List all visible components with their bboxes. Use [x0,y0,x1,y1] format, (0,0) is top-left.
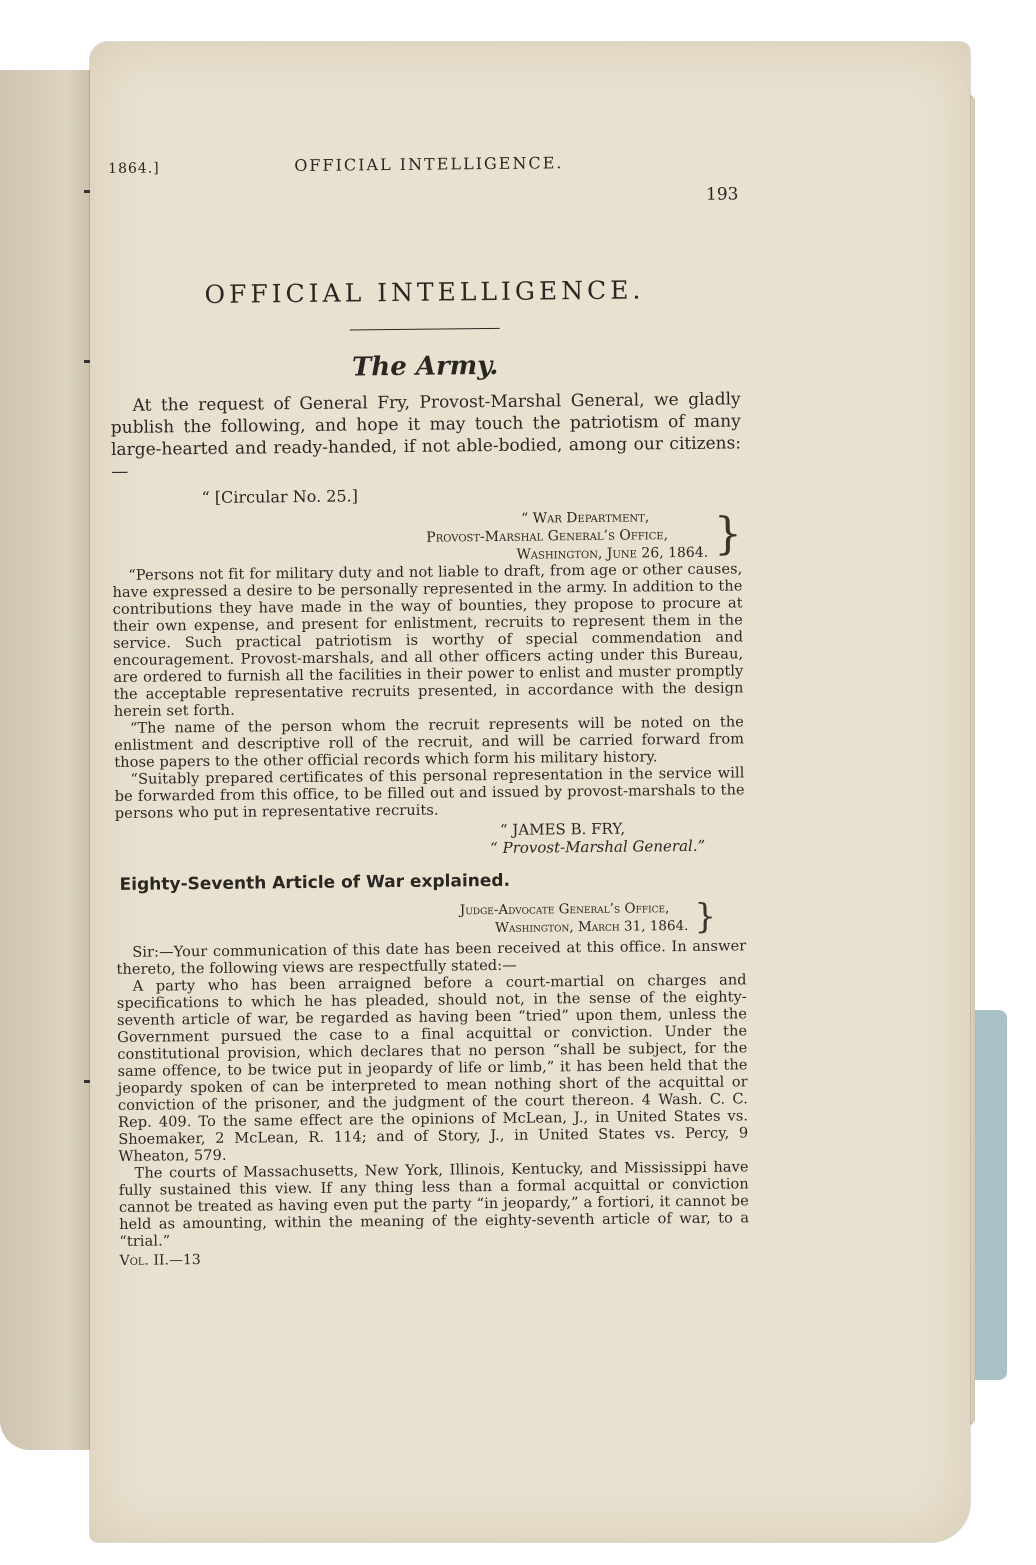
dateline-line: “ War Department, [520,509,650,527]
page-text [108,151,750,1269]
brace-icon: } [694,896,717,937]
dateline-line: Provost-Marshal General’s Office, [426,527,669,546]
running-head-year: 1864.] [108,160,160,177]
dateline-line: Judge-Advocate General’s Office, [459,900,670,919]
circular-number: “ [Circular No. 25.] [201,486,359,508]
page-title: OFFICIAL INTELLIGENCE. [204,275,645,309]
binding-stitch [84,360,90,363]
circular-body [112,561,745,823]
page-number: 193 [705,184,739,205]
article-body [116,938,749,1251]
body-paragraph: “Suitably prepared certificates of this personal representation in the service will be forwarded from this office, to be filled out and issued by provost-marshals to the persons who put in representative recruits. [114,765,745,822]
section-heading-article: Eighty-Seventh Article of War explained. [119,870,511,895]
dateline-judge-advocate [116,894,746,945]
signature: “ JAMES B. FRY, [499,819,626,839]
blue-cover-edge [975,1010,1007,1380]
body-paragraph: Sir:—Your communication of this date has been received at this office. In answer thereto, the following views are respectfully stated:— [116,938,747,978]
body-paragraph: “The name of the person whom the recruit represents will be noted on the enlistment and descriptive roll of the recruit, and will be carried forward from those papers to the other official records which form his military history. [114,714,745,771]
binding-stitch [84,1080,90,1083]
dateline-war-department [112,507,743,568]
section-heading-army: The Army. [351,350,499,383]
body-paragraph: A party who has been arraigned before a court-martial on charges and specifications to which he has pleaded, should not, in the sense of the eighty-seventh article of war, be regarded as having been “tried” upon them, unless the Government pursued the case to a final acquittal or conviction. Under the constitutional provision, which declares that no person “shall be subject, for the same offence, to be twice put in jeopardy of life or limb,” it has been held that the jeopardy spoken of can be interpreted to mean nothing short of the acquittal or conviction of the prisoner, and the judgment of the court thereon. 4 Wash. C. C. Rep. 409. To the same effect are the opinions of McLean, J., in United States vs. Shoemaker, 2 McLean, R. 114; and of Story, J., in United States vs. Percy, 9 Wheaton, 579. [116,972,749,1165]
body-paragraph: The courts of Massachusetts, New York, Illinois, Kentucky, and Mississippi have fully sustained this view. If any thing less than a formal acquittal or conviction cannot be treated as having even put the party “in jeopardy,” a fortiori, it cannot be held as amounting, within the meaning of the eighty-seventh article of war, to a “trial.” [118,1159,750,1250]
intro-paragraph: At the request of General Fry, Provost-Marshal General, we gladly publish the following, and hope it may touch the patriotism of many large-hearted and ready-handed, if not able-bodied, among our citizens:— [110,389,742,482]
running-head-title: OFFICIAL INTELLIGENCE. [294,153,564,176]
title-rule [350,328,500,331]
dateline-line: Washington, June 26, 1864. [516,544,709,563]
dateline-line: Washington, March 31, 1864. [494,917,689,936]
volume-signature: Vol. II.—13 [119,1252,201,1269]
binding-stitch [84,190,90,193]
brace-icon: } [713,508,743,560]
body-paragraph: “Persons not fit for military duty and not liable to draft, from age or other causes, have expressed a desire to be personally represented in the army. In addition to the contributions they have made in the way of bounties, they propose to procure at their own expense, and present for enlistment, recruits to represent them in the service. Such practical patriotism is worthy of special commendation and encouragement. Provost-marshals, and all other officers acting under this Bureau, are ordered to furnish all the facilities in their power to enlist and muster promptly the acceptable representative recruits presented, in accordance with the design herein set forth. [112,561,744,720]
signature-title: “ Provost-Marshal General.” [490,836,706,858]
